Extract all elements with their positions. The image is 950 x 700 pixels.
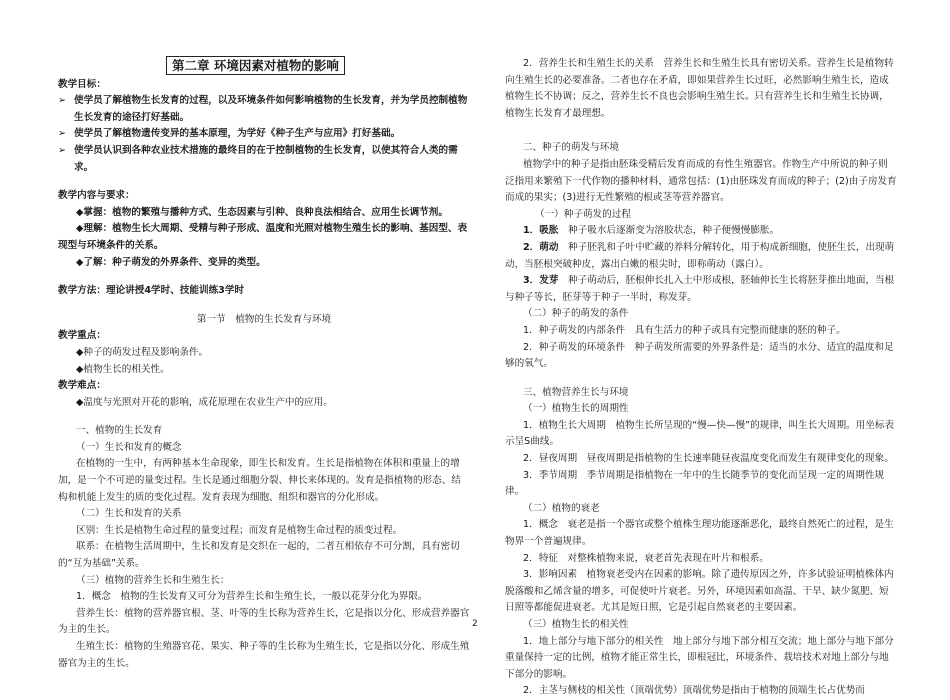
paragraph: 2．主茎与侧枝的相关性（顶端优势）顶端优势是指由于植物的顶端生长占优势而: [523, 685, 865, 697]
step-item: 3．发芽 种子萌动后，胚根伸长扎入土中形成根，胚轴伸长生长将胚芽推出地面，当根与种子等长，胚芽等于种子一半时，称发芽。: [505, 275, 895, 303]
paragraph: 2．种子萌发的环境条件 种子萌发所需要的外界条件是：适当的水分、适宜的温度和足够的氧气。: [505, 341, 894, 370]
step-item: 2．萌动 种子胚乳和子叶中贮藏的养料分解转化，用于构成新细胞，使胚生长，出现萌动，当胚根突破种皮，露出白嫩的根尖时，即称萌动（露白）。: [505, 241, 895, 270]
paragraph: 1．概念 植物的生长发育又可分为营养生长和生殖生长，一般以花芽分化为界限。: [76, 591, 428, 603]
paragraph: 植物学中的种子是指由胚珠受精后发育而成的有性生殖器官。作物生产中所说的种子则泛指用来繁殖下一代作物的播种材料，通常包括：(1)由胚珠发育而成的种子；(2)由子房发育而成的果实；(3)进行无性繁殖的根或茎等营养器官。: [505, 158, 897, 204]
paragraph: 2．特征 对整株植物来说，衰老首先表现在叶片和根系。: [523, 552, 769, 564]
section-title: 第一节 植物的生长发育与环境: [196, 313, 332, 325]
heading-3: 三、植物营养生长与环境: [523, 386, 629, 398]
subheading: （二）生长和发育的关系: [76, 508, 182, 520]
paragraph: 1．种子萌发的内部条件 具有生活力的种子或具有完整而健康的胚的种子。: [523, 324, 846, 336]
subheading: （三）植物的营养生长和生殖生长：: [76, 574, 230, 586]
teaching-method: 教学方法：理论讲授4学时、技能训练3学时: [58, 285, 245, 297]
heading-2: 二、种子的萌发与环境: [523, 142, 619, 154]
arrow-bullet-icon: ➢: [58, 95, 67, 107]
subheading: （一）植物生长的周期性: [523, 403, 629, 415]
goals-heading: 教学目标：: [58, 78, 106, 90]
subheading: （二）种子的萌发的条件: [523, 308, 629, 320]
page-number: 2: [472, 619, 478, 629]
paragraph: 区别：生长是植物生命过程的量变过程；而发育是植物生命过程的质变过程。: [76, 524, 403, 536]
req-understand: ◆理解：植物生长大周期、受精与种子形成、温度和光照对植物生殖生长的影响、基因型、表现型与环境条件的关系。: [58, 223, 468, 251]
chapter-title: 第二章 环境因素对植物的影响: [166, 56, 345, 75]
paragraph: 联系：在植物生活周期中，生长和发育是交织在一起的，二者互相依存不可分割，具有密切的“互为基础”关系。: [58, 541, 460, 570]
goal-item: ➢ 使学员认识到各种农业技术措施的最终目的在于控制植物的生长发育，以使其符合人类的需求。: [58, 144, 458, 173]
subheading: （二）植物的衰老: [523, 502, 600, 514]
arrow-bullet-icon: ➢: [58, 144, 67, 156]
paragraph: 在植物的一生中，有两种基本生命现象，即生长和发育。生长是指植物在体积和重量上的增加，是一个不可逆的量变过程。生长是通过细胞分裂、伸长来体现的。发育是指植物的形态、结构和机能上发生的质的变化过程。发育表现为细胞、组织和器官的分化形成。: [58, 458, 461, 503]
content-heading: 教学内容与要求：: [58, 190, 135, 202]
goal-item: ➢ 使学员了解植物遗传变异的基本原理，为学好《种子生产与应用》打好基础。: [58, 126, 470, 143]
paragraph: 2．营养生长和生殖生长的关系 营养生长和生殖生长具有密切关系。营养生长是植物转向生殖生长的必要准备。二者也存在矛盾，即如果营养生长过旺，必然影响生殖生长，造成植物生长不协调；反之，营养生长不良也会影响生殖生长。只有营养生长和生殖生长协调，植物生长发育才最理想。: [505, 58, 894, 119]
difficulty-heading: 教学难点：: [58, 380, 106, 392]
req-know: ◆了解：种子萌发的外界条件、变异的类型。: [76, 256, 266, 268]
paragraph: 3．季节周期 季节周期是指植物在一年中的生长随季节的变化而呈现一定的周期性规律。: [505, 469, 885, 498]
difficulty-point: ◆温度与光照对开花的影响，成花原理在农业生产中的应用。: [76, 396, 333, 408]
left-column: [58, 56, 470, 672]
arrow-bullet-icon: ➢: [58, 128, 67, 140]
goal-item: ➢ 使学员了解植物生长发育的过程，以及环境条件如何影响植物的生长发育，并为学员控制植物生长发育的途径打好基础。: [58, 95, 468, 123]
paragraph: 3．影响因素 植物衰老受内在因素的影响。除了遗传原因之外，许多试验证明植株体内脱落酸和乙烯含量的增多，可促使叶片衰老。另外，环境因素如高温、干旱、缺少氮肥、短日照等都能促进衰老。尤其是短日照，它是引起自然衰老的主要因素。: [505, 569, 894, 614]
paragraph: 生殖生长：植物的生殖器官花、果实、种子等的生长称为生殖生长，它是指以分化、形成生殖器官为主的生长。: [58, 641, 470, 669]
right-column: [505, 56, 897, 700]
key-heading: 教学重点：: [58, 330, 106, 342]
paragraph: 2．昼夜周期 昼夜周期是指植物的生长速率随昼夜温度变化而发生有规律变化的现象。: [523, 453, 894, 465]
paragraph: 1．植物生长大周期 植物生长所呈现的“慢—快—慢”的规律，叫生长大周期。用坐标表示呈S曲线。: [505, 419, 895, 448]
key-point: ◆植物生长的相关性。: [76, 363, 170, 375]
paragraph: 1．概念 衰老是指一个器官或整个植株生理功能逐渐恶化，最终自然死亡的过程，是生物界一个普遍规律。: [505, 519, 894, 548]
paragraph: 1．地上部分与地下部分的相关性 地上部分与地下部分相互交流；地上部分与地下部分重量保持一定的比例，植物才能正常生长，即根冠比，环境条件、栽培技术对地上部分与地下部分的影响。: [505, 635, 894, 680]
heading-1: 一、植物的生长发育: [76, 425, 163, 437]
key-point: ◆种子的萌发过程及影响条件。: [76, 346, 209, 358]
step-item: 1．吸胀 种子吸水后逐渐变为溶胶状态，种子便慢慢膨胀。: [523, 225, 780, 237]
subheading: （一）生长和发育的概念: [76, 441, 182, 453]
paragraph: 营养生长：植物的营养器官根、茎、叶等的生长称为营养生长，它是指以分化、形成营养器官为主的生长。: [58, 607, 470, 636]
subheading: （一）种子萌发的过程: [535, 208, 631, 220]
subheading: （三）植物生长的相关性: [523, 619, 629, 630]
req-master: ◆掌握：植物的繁殖与播种方式、生态因素与引种、良种良法相结合、应用生长调节剂。: [76, 206, 448, 218]
